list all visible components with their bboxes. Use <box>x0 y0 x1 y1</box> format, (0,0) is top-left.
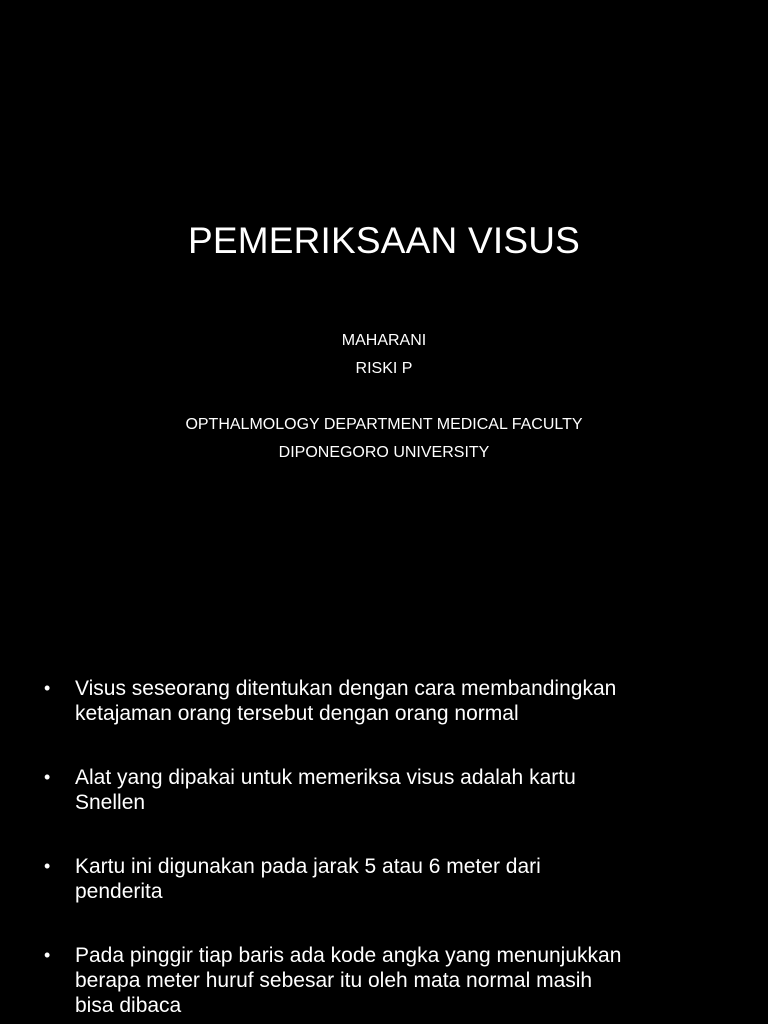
bullet-item <box>44 676 724 726</box>
bullet-icon: • <box>44 767 51 787</box>
content-slide <box>0 576 768 1024</box>
bullet-text-line: Snellen <box>75 791 146 814</box>
author-name-line-2: RISKI P <box>355 360 413 377</box>
bullet-text-line: Kartu ini digunakan pada jarak 5 atau 6 meter dari <box>75 855 541 878</box>
bullet-text-line: berapa meter huruf sebesar itu oleh mata normal masih <box>75 969 593 992</box>
bullet-text-line: penderita <box>75 880 163 903</box>
bullet-icon: • <box>44 678 51 698</box>
bullet-icon: • <box>44 856 51 876</box>
bullet-text-line: Pada pinggir tiap baris ada kode angka yang menunjukkan <box>75 944 622 967</box>
bullet-item <box>44 765 724 815</box>
bullet-item <box>44 854 724 904</box>
presentation-title: PEMERIKSAAN VISUS <box>187 220 580 261</box>
bullet-list <box>44 676 724 1024</box>
author-name-line-1: MAHARANI <box>341 332 427 349</box>
bullet-icon: • <box>44 945 51 965</box>
bullet-text-line: Visus seseorang ditentukan dengan cara membandingkan <box>75 677 617 700</box>
bullet-text-line: bisa dibaca <box>75 994 182 1017</box>
department-line: OPTHALMOLOGY DEPARTMENT MEDICAL FACULTY <box>185 416 583 433</box>
university-line: DIPONEGORO UNIVERSITY <box>278 444 490 461</box>
bullet-text-line: ketajaman orang tersebut dengan orang normal <box>75 702 519 725</box>
bullet-item <box>44 943 724 1018</box>
bullet-text-line: Alat yang dipakai untuk memeriksa visus adalah kartu <box>75 766 576 789</box>
